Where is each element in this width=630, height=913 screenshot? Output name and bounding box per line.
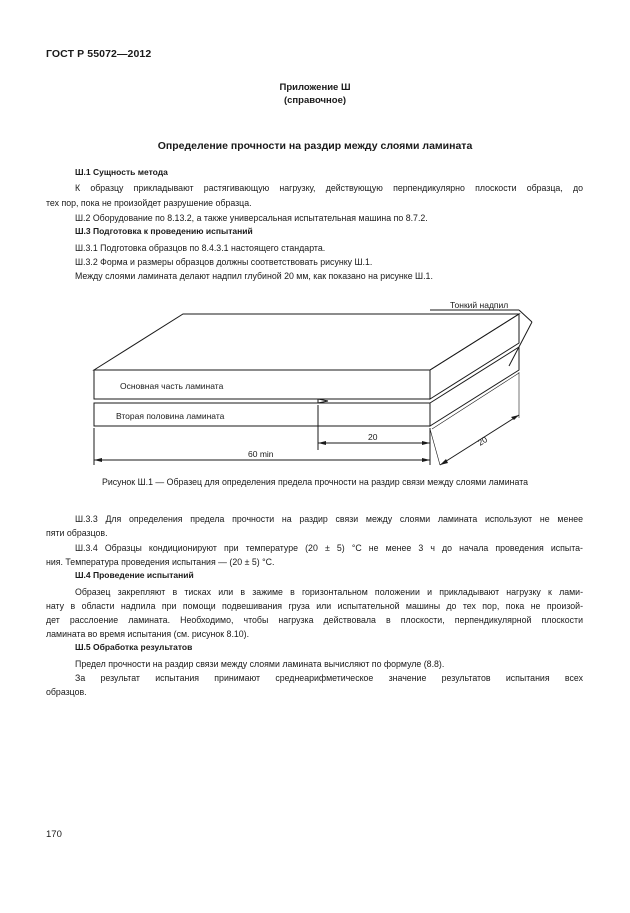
annex-title: Приложение Ш bbox=[279, 82, 351, 93]
paragraph-s4-line3: дет расслоение ламината. Необходимо, чтобы нагрузка действовала в плоскости, перпендикулярной плоскости bbox=[46, 615, 583, 625]
standard-header: ГОСТ Р 55072—2012 bbox=[46, 48, 152, 60]
paragraph-s1-line2: тех пор, пока не произойдет разрушение образца. bbox=[46, 198, 252, 208]
label-main-part: Основная часть ламината bbox=[120, 381, 224, 391]
section-heading-4: Ш.4 Проведение испытаний bbox=[75, 570, 194, 580]
laminate-top-face bbox=[94, 314, 519, 370]
dim-label-60: 60 min bbox=[248, 449, 274, 459]
paragraph-s5-line2: За результат испытания принимают среднеарифметическое значение результатов испытания всех bbox=[75, 673, 583, 683]
dim-label-20-side: 20 bbox=[475, 434, 490, 448]
laminate-figure bbox=[0, 290, 630, 470]
paragraph-s4-line4: ламината во время испытания (см. рисунок 8.10). bbox=[46, 629, 250, 639]
annex-type: (справочное) bbox=[283, 95, 347, 106]
document-title: Определение прочности на раздир между слоями ламината bbox=[157, 140, 473, 152]
paragraph-s5-line3: образцов. bbox=[46, 687, 87, 697]
paragraph-s1-line1: К образцу прикладывают растягивающую нагрузку, действующую перпендикулярно плоскости образца, до bbox=[75, 183, 583, 193]
section-heading-5: Ш.5 Обработка результатов bbox=[75, 642, 193, 652]
label-thin-cut: Тонкий надпил bbox=[450, 300, 509, 310]
label-second-half: Вторая половина ламината bbox=[116, 411, 225, 421]
section-heading-3: Ш.3 Подготовка к проведению испытаний bbox=[75, 226, 253, 236]
paragraph-s4-line1: Образец закрепляют в тисках или в зажиме в горизонтальном положении и прикладывают нагрузку к лами- bbox=[75, 587, 583, 597]
thin-cut-leader-b bbox=[509, 322, 532, 366]
paragraph-s33-line1: Ш.3.3 Для определения предела прочности на раздир связи между слоями ламината используют не менее bbox=[75, 514, 583, 524]
paragraph-s34-line1: Ш.3.4 Образцы кондиционируют при температуре (20 ± 5) °С не менее 3 ч до начала проведения испыта- bbox=[75, 543, 583, 553]
thin-cut-leader-a bbox=[519, 310, 532, 322]
paragraph-s32: Ш.3.2 Форма и размеры образцов должны соответствовать рисунку Ш.1. bbox=[75, 257, 373, 267]
section-heading-1: Ш.1 Сущность метода bbox=[75, 167, 168, 177]
paragraph-s31: Ш.3.1 Подготовка образцов по 8.4.3.1 настоящего стандарта. bbox=[75, 243, 326, 253]
page-number: 170 bbox=[46, 829, 62, 840]
dim-label-20-front: 20 bbox=[368, 432, 378, 442]
laminate-upper-side bbox=[430, 314, 519, 399]
laminate-lower-side bbox=[430, 347, 519, 426]
paragraph-s2: Ш.2 Оборудование по 8.13.2, а также универсальная испытательная машина по 8.7.2. bbox=[75, 213, 428, 223]
paragraph-s3-note: Между слоями ламината делают надпил глубиной 20 мм, как показано на рисунке Ш.1. bbox=[75, 271, 433, 281]
paragraph-s33-line2: пяти образцов. bbox=[46, 528, 108, 538]
paragraph-s4-line2: нату в области надпила при помощи подвешивания груза или испытательной машины до тех пор, пока не произой- bbox=[46, 601, 583, 611]
figure-caption: Рисунок Ш.1 — Образец для определения предела прочности на раздир связи между слоями ламината bbox=[101, 477, 529, 487]
paragraph-s5-line1: Предел прочности на раздир связи между слоями ламината вычисляют по формуле (8.8). bbox=[75, 659, 445, 669]
paragraph-s34-line2: ния. Температура проведения испытания — (20 ± 5) °С. bbox=[46, 557, 275, 567]
